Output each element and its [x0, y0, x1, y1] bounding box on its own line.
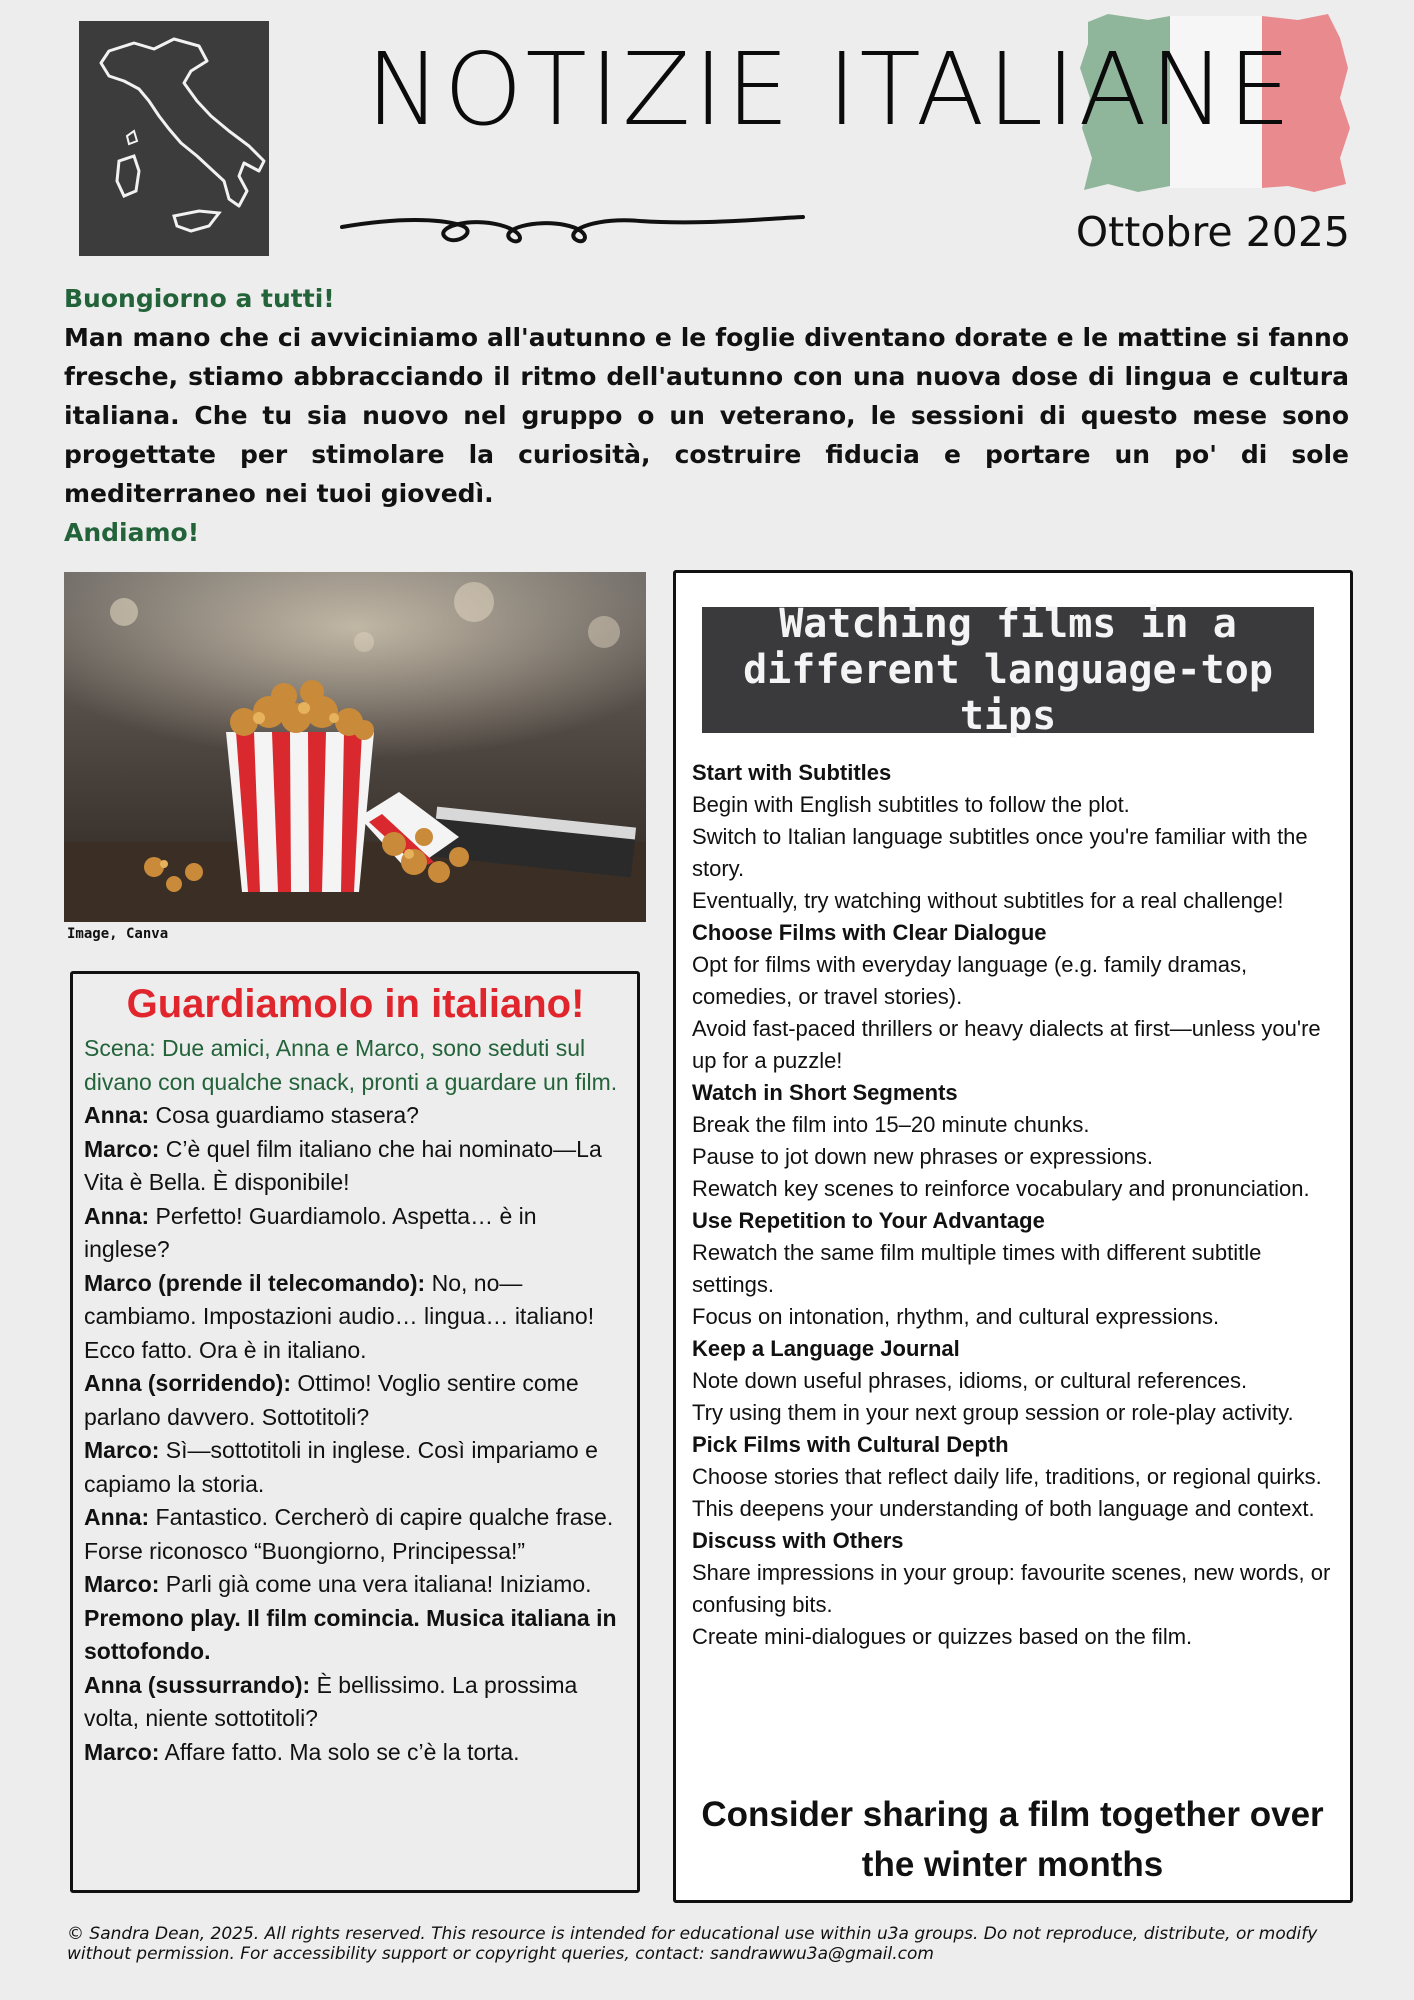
line-text: Cosa guardiamo stasera?	[149, 1102, 419, 1128]
popcorn-photo	[64, 572, 646, 922]
dialogue-title: Guardiamolo in italiano!	[126, 982, 585, 1026]
scene-description: Scena: Due amici, Anna e Marco, sono seduti sul divano con qualche snack, pronti a guardare un film.	[84, 1035, 618, 1095]
tip-heading: Watch in Short Segments	[692, 1080, 958, 1105]
dialogue-line	[84, 1568, 627, 1602]
tip-line: Share impressions in your group: favourite scenes, new words, or confusing bits.	[692, 1560, 1331, 1617]
speaker: Marco:	[84, 1571, 160, 1597]
tip-heading: Pick Films with Cultural Depth	[692, 1432, 1009, 1457]
speaker: Anna (sorridendo):	[84, 1370, 291, 1396]
line-text: C’è quel film italiano che hai nominato—La Vita è Bella. È disponibile!	[84, 1135, 602, 1195]
dialogue-line	[84, 1200, 627, 1267]
dialogue-panel	[70, 971, 640, 1893]
speaker: Marco:	[84, 1738, 160, 1765]
tip-line: Rewatch key scenes to reinforce vocabulary and pronunciation.	[692, 1176, 1310, 1201]
tip-heading: Discuss with Others	[692, 1528, 904, 1553]
tip-heading: Keep a Language Journal	[692, 1336, 960, 1361]
speaker: Anna:	[84, 1504, 150, 1530]
greeting: Buongiorno a tutti!	[64, 284, 335, 313]
tip-heading: Use Repetition to Your Advantage	[692, 1208, 1045, 1233]
tip-line: Switch to Italian language subtitles once you're familiar with the story.	[692, 824, 1308, 881]
speaker: Marco:	[84, 1437, 160, 1463]
closing-message: Consider sharing a film together over the winter months	[701, 1795, 1324, 1884]
dialogue-line	[84, 1267, 627, 1368]
line-text: Perfetto! Guardiamolo. Aspetta… è in inglese?	[84, 1202, 537, 1262]
tip-line: Focus on intonation, rhythm, and cultural expressions.	[692, 1304, 1220, 1329]
line-text: No, no—cambiamo. Impostazioni audio… lingua… italiano! Ecco fatto. Ora è in italiano.	[84, 1269, 595, 1363]
stage-direction-text: Premono play. Il film comincia. Musica italiana in sottofondo.	[84, 1604, 617, 1664]
tip-line: This deepens your understanding of both language and context.	[692, 1496, 1315, 1521]
dialogue-line	[84, 1099, 627, 1133]
line-text: Parli già come una vera italiana! Iniziamo.	[159, 1571, 592, 1597]
stage-direction	[84, 1602, 627, 1669]
dialogue-line	[84, 1669, 627, 1736]
tips-title: Watching films in a different language-top tips	[702, 607, 1314, 733]
tip-line: Choose stories that reflect daily life, traditions, or regional quirks.	[692, 1464, 1322, 1489]
photo-caption: Image, Canva	[67, 926, 169, 942]
tip-line: Begin with English subtitles to follow the plot.	[692, 792, 1130, 817]
tip-line: Opt for films with everyday language (e.g. family dramas, comedies, or travel stories).	[692, 952, 1248, 1009]
decorative-swirl	[340, 205, 805, 255]
tip-line: Avoid fast-paced thrillers or heavy dialects at first—unless you're up for a puzzle!	[692, 1016, 1321, 1073]
dialogue-line	[84, 1367, 627, 1434]
italy-outline-icon	[79, 21, 269, 256]
speaker: Anna:	[84, 1102, 150, 1128]
tip-line: Try using them in your next group session or role-play activity.	[692, 1400, 1294, 1425]
tip-line: Eventually, try watching without subtitles for a real challenge!	[692, 888, 1284, 913]
dialogue-line	[84, 1133, 627, 1200]
copyright-footer: © Sandra Dean, 2025. All rights reserved. This resource is intended for educational use within u3a groups. Do not reproduce, distribute, or modify without permission. For accessibility support or copyright queries, contact: sandrawwu3a@gmail.com	[67, 1924, 1318, 1964]
signoff: Andiamo!	[64, 518, 200, 547]
tip-heading: Start with Subtitles	[692, 760, 892, 785]
intro-paragraph: Man mano che ci avviciniamo all'autunno e le foglie diventano dorate e le mattine si fanno fresche, stiamo abbracciando il ritmo dell'autunno con una nuova dose di lingua e cultura italiana. Che tu sia nuovo nel gruppo o un veterano, le sessioni di questo mese sono progettate per stimolare la curiosità, costruire fiducia e portare un po' di sole mediterraneo nei tuoi giovedì.	[64, 323, 1349, 508]
intro-section	[64, 282, 1349, 551]
newsletter-title: NOTIZIE ITALIANE	[366, 31, 1294, 148]
line-text: Fantastico. Cercherò di capire qualche frase. Forse riconosco “Buongiorno, Principessa!”	[84, 1504, 614, 1564]
tips-list	[692, 757, 1342, 1653]
tip-line: Rewatch the same film multiple times with different subtitle settings.	[692, 1240, 1262, 1297]
dialogue-line	[84, 1736, 627, 1770]
tip-heading: Choose Films with Clear Dialogue	[692, 920, 1047, 945]
dialogue-line	[84, 1501, 627, 1568]
line-text: Ottimo! Voglio sentire come parlano davvero. Sottotitoli?	[84, 1370, 579, 1430]
dialogue-line	[84, 1434, 627, 1501]
line-text: È bellissimo. La prossima volta, niente sottotitoli?	[84, 1671, 578, 1731]
speaker: Marco (prende il telecomando):	[84, 1269, 426, 1296]
speaker: Marco:	[84, 1135, 160, 1162]
tip-line: Create mini-dialogues or quizzes based on the film.	[692, 1624, 1193, 1649]
line-text: Affare fatto. Ma solo se c’è la torta.	[159, 1738, 520, 1765]
tip-line: Break the film into 15–20 minute chunks.	[692, 1112, 1090, 1137]
issue-date: Ottobre 2025	[1075, 208, 1350, 256]
tip-line: Pause to jot down new phrases or expressions.	[692, 1144, 1154, 1169]
line-text: Sì—sottotitoli in inglese. Così impariamo e capiamo la storia.	[84, 1437, 598, 1497]
tip-line: Note down useful phrases, idioms, or cultural references.	[692, 1368, 1248, 1393]
speaker: Anna (sussurrando):	[84, 1671, 311, 1698]
speaker: Anna:	[84, 1202, 150, 1229]
italy-map-image	[79, 21, 269, 256]
